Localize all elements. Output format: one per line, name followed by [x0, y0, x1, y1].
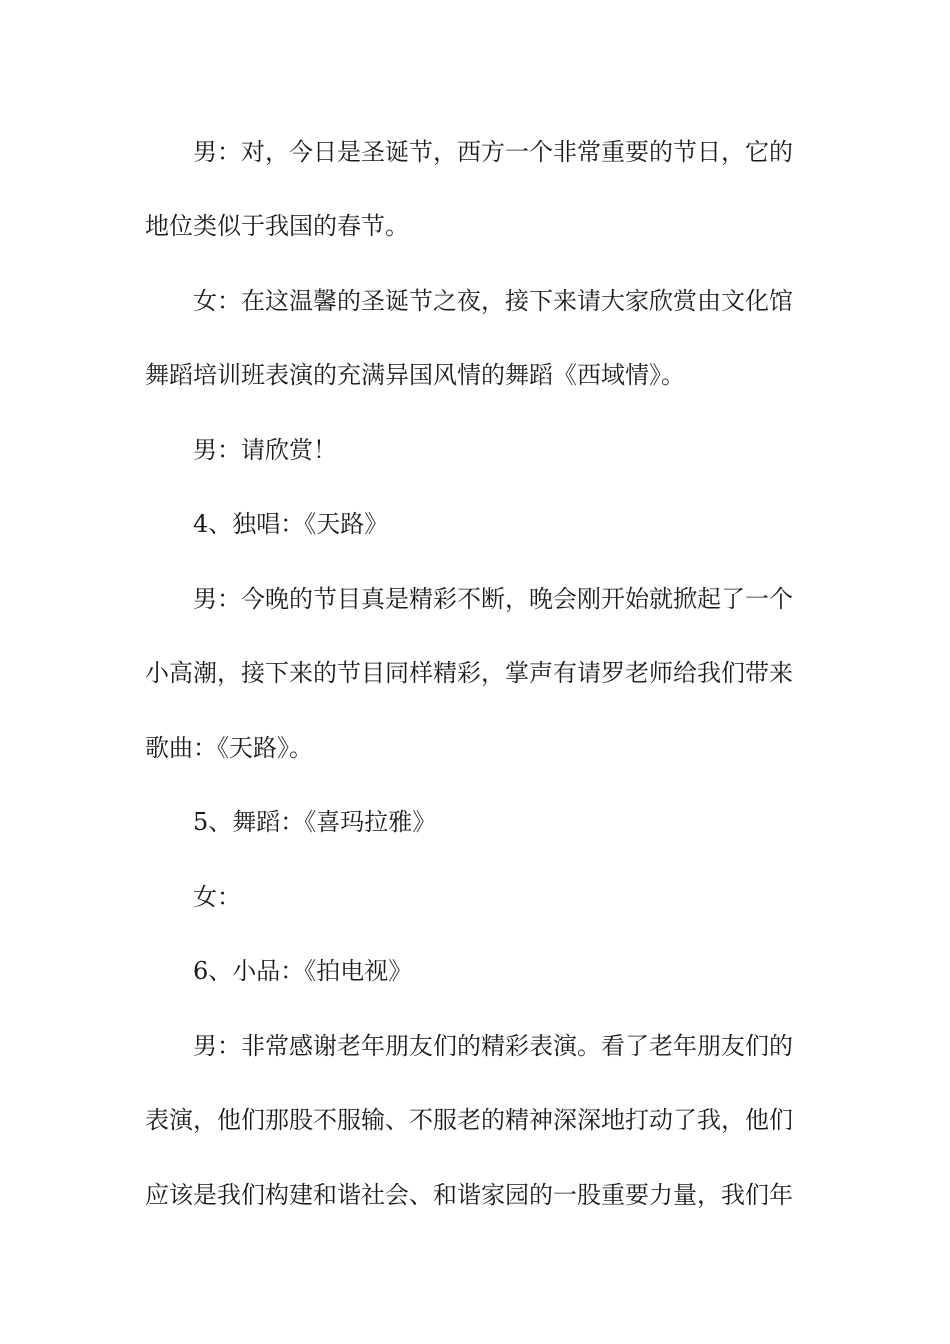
- text-line: 舞蹈培训班表演的充满异国风情的舞蹈《西域情》。: [145, 361, 685, 389]
- text-line: 表演，他们那股不服输、不服老的精神深深地打动了我，他们: [145, 1106, 793, 1134]
- section-heading: 6、小品：《拍电视》: [193, 957, 413, 985]
- text-line: 男：非常感谢老年朋友们的精彩表演。看了老年朋友们的: [193, 1032, 793, 1060]
- text-line: 男：请欣赏！: [193, 436, 337, 464]
- text-line: 应该是我们构建和谐社会、和谐家园的一股重要力量，我们年: [145, 1181, 793, 1209]
- section-heading: 4、独唱：《天路》: [193, 510, 389, 538]
- text-line: 女：在这温馨的圣诞节之夜，接下来请大家欣赏由文化馆: [193, 287, 793, 315]
- text-line: 女：: [193, 883, 241, 911]
- text-line: 男：对，今日是圣诞节，西方一个非常重要的节日，它的: [193, 138, 793, 166]
- section-heading: 5、舞蹈：《喜玛拉雅》: [193, 808, 437, 836]
- text-line: 男：今晚的节目真是精彩不断，晚会刚开始就掀起了一个: [193, 585, 793, 613]
- text-line: 歌曲：《天路》。: [145, 734, 313, 762]
- text-line: 小高潮，接下来的节目同样精彩，掌声有请罗老师给我们带来: [145, 659, 793, 687]
- text-line: 地位类似于我国的春节。: [145, 212, 409, 240]
